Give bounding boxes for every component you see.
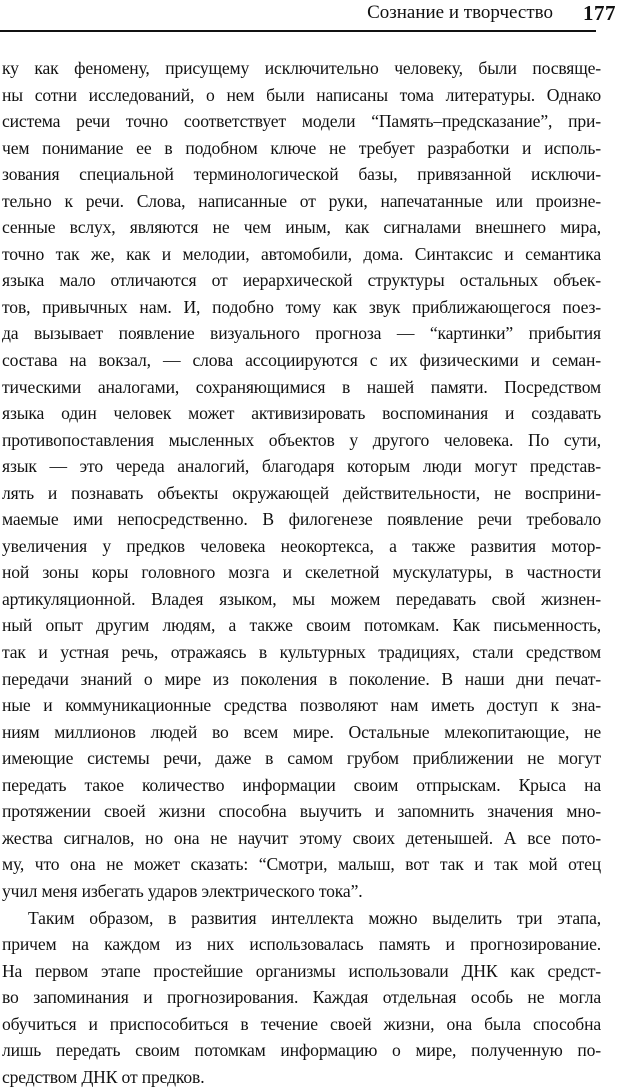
text-line: жества сигналов, но она не научит этому своих детенышей. А все пото- — [2, 825, 601, 852]
text-line: язык — это череда аналогий, благодаря которым люди могут представ- — [2, 453, 601, 480]
text-line: ны сотни исследований, о нем были написаны тома литературы. Однако — [2, 82, 601, 109]
running-header — [0, 0, 620, 34]
text-line: тов, привычных нам. И, подобно тому как звук приближающегося поез- — [2, 294, 601, 321]
text-line: артикуляционной. Владея языком, мы можем передавать свой жизнен- — [2, 586, 601, 613]
text-line: языка мало отличаются от иерархической структуры остальных объек- — [2, 267, 601, 294]
text-line: имеющие системы речи, даже в самом грубом приближении не могут — [2, 745, 601, 772]
running-title: Сознание и творчество — [367, 0, 553, 26]
text-line: лишь передать своим потомкам информацию о мире, полученную по- — [2, 1037, 601, 1064]
text-line: ниям миллионов людей во всем мире. Остальные млекопитающие, не — [2, 719, 601, 746]
text-line: сенные вслух, являются не чем иным, как сигналами внешнего мира, — [2, 214, 601, 241]
text-line: ной зоны коры головного мозга и скелетной мускулатуры, в частности — [2, 559, 601, 586]
text-line: зования специальной терминологической базы, привязанной исключи- — [2, 161, 601, 188]
paragraph — [2, 55, 601, 905]
text-line: передать такое количество информации своим отпрыскам. Крыса на — [2, 772, 601, 799]
text-line: состава на вокзал, — слова ассоциируются с их физическими и семан- — [2, 347, 601, 374]
text-line: ку как феномену, присущему исключительно человеку, были посвяще- — [2, 55, 601, 82]
text-line: ные и коммуникационные средства позволяют нам иметь доступ к зна- — [2, 692, 601, 719]
text-line: так и устная речь, отражаясь в культурных традициях, стали средством — [2, 639, 601, 666]
text-line: языка один человек может активизировать воспоминания и создавать — [2, 400, 601, 427]
text-line: ный опыт другим людям, а также своим потомкам. Как письменность, — [2, 612, 601, 639]
text-line: лять и познавать объекты окружающей действительности, не восприни- — [2, 480, 601, 507]
text-line: чем понимание ее в подобном ключе не требует разработки и исполь- — [2, 135, 601, 162]
text-line: увеличения у предков человека неокортекса, а также развития мотор- — [2, 533, 601, 560]
text-line: средством ДНК от предков. — [2, 1064, 601, 1090]
text-line: передачи знаний о мире из поколения в поколение. В наши дни печат- — [2, 666, 601, 693]
text-line: му, что она не может сказать: “Смотри, малыш, вот так и так мой отец — [2, 851, 601, 878]
text-line: протяжении своей жизни способна выучить и запомнить значения мно- — [2, 798, 601, 825]
body-text — [2, 55, 601, 1090]
text-line: учил меня избегать ударов электрического тока”. — [2, 878, 601, 905]
text-line: обучиться и приспособиться в течение своей жизни, она была способна — [2, 1011, 601, 1038]
paragraph — [2, 905, 601, 1090]
page-number: 177 — [583, 0, 616, 26]
text-line: причем на каждом из них использовалась память и прогнозирование. — [2, 931, 601, 958]
text-line: Таким образом, в развития интеллекта можно выделить три этапа, — [2, 905, 601, 932]
text-line: во запоминания и прогнозирования. Каждая отдельная особь не могла — [2, 984, 601, 1011]
text-line: тическими аналогами, сохраняющимися в нашей памяти. Посредством — [2, 374, 601, 401]
header-rule — [0, 30, 596, 32]
text-line: да вызывает появление визуального прогноза — “картинки” прибытия — [2, 320, 601, 347]
text-line: маемые ими непосредственно. В филогенезе появление речи требовало — [2, 506, 601, 533]
text-line: система речи точно соответствует модели “Память–предсказание”, при- — [2, 108, 601, 135]
text-line: тельно к речи. Слова, написанные от руки, напечатанные или произне- — [2, 188, 601, 215]
text-line: точно так же, как и мелодии, автомобили, дома. Синтаксис и семантика — [2, 241, 601, 268]
text-line: На первом этапе простейшие организмы использовали ДНК как средст- — [2, 958, 601, 985]
text-line: противопоставления мысленных объектов у другого человека. По сути, — [2, 427, 601, 454]
